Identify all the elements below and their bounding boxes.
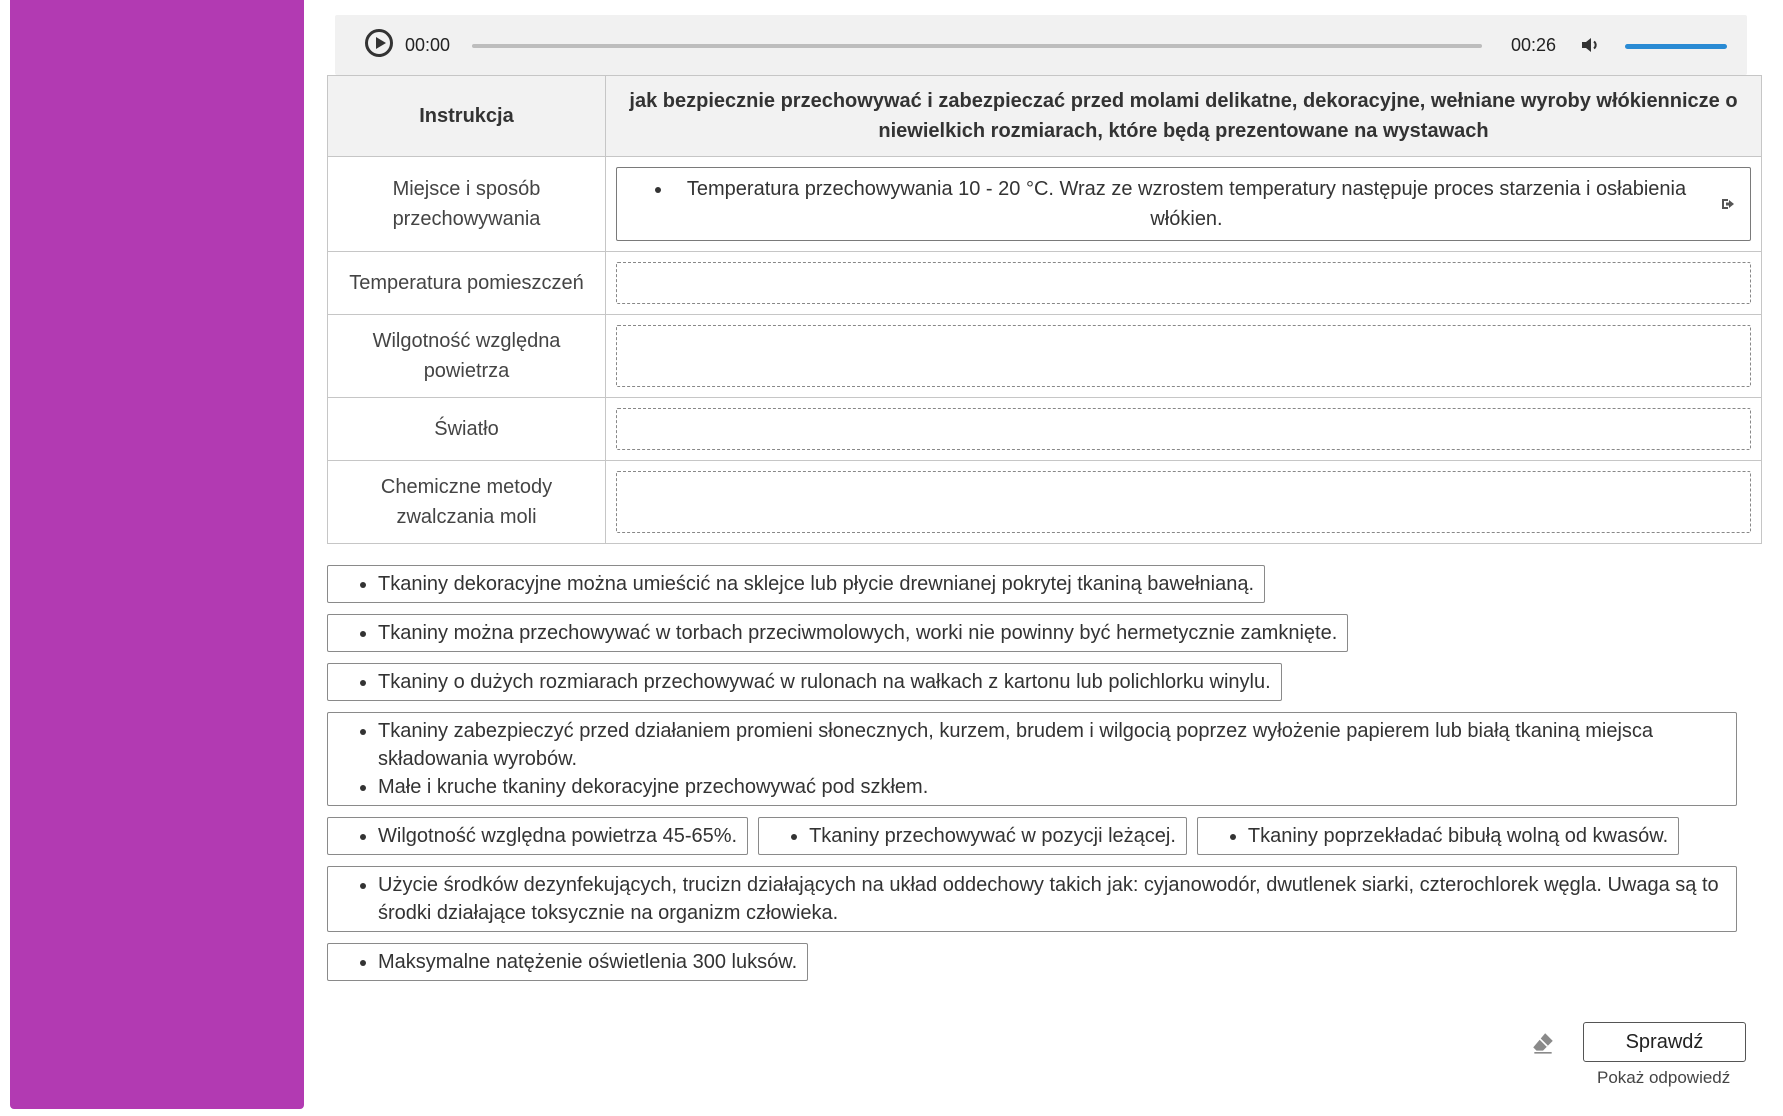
draggable-answer[interactable] xyxy=(758,817,1187,855)
answer-text: • Tkaniny o dużych rozmiarach przechowywać w rulonach na wałkach z kartonu lub polichlorku winylu. xyxy=(378,668,1271,696)
draggable-answer[interactable] xyxy=(327,943,808,981)
audio-player xyxy=(335,15,1747,75)
answer-bank xyxy=(327,565,1747,992)
answer-text: • Tkaniny zabezpieczyć przed działaniem promieni słonecznych, kurzem, brudem i wilgocią poprzez wyłożenie papierem lub białą tkaniną miejsca składowania wyrobów. xyxy=(378,717,1726,773)
row-label: Wilgotność względna powietrza xyxy=(328,315,606,398)
sidebar-panel xyxy=(10,0,304,1109)
current-time: 00:00 xyxy=(405,35,451,55)
drop-zone[interactable] xyxy=(616,471,1751,533)
draggable-answer[interactable] xyxy=(327,663,1282,701)
placed-answer[interactable]: • Temperatura przechowywania 10 - 20 °C. Wraz ze wzrostem temperatury następuje proces starzenia i osłabienia włókien. xyxy=(673,174,1700,234)
table-row xyxy=(328,461,1762,544)
duration: 00:26 xyxy=(1511,35,1557,55)
draggable-answer[interactable] xyxy=(1197,817,1679,855)
answer-text: • Małe i kruche tkaniny dekoracyjne przechowywać pod szkłem. xyxy=(378,773,1726,801)
draggable-answer[interactable] xyxy=(327,614,1348,652)
row-label: Temperatura pomieszczeń xyxy=(328,252,606,315)
answer-text: • Wilgotność względna powietrza 45-65%. xyxy=(378,822,737,850)
check-button[interactable]: Sprawdź xyxy=(1583,1022,1746,1062)
answer-text: • Tkaniny można przechowywać w torbach przeciwmolowych, worki nie powinny być hermetycznie zamknięte. xyxy=(378,619,1337,647)
answer-text: • Maksymalne natężenie oświetlenia 300 luksów. xyxy=(378,948,797,976)
drop-zone[interactable] xyxy=(616,167,1751,241)
table-header-row xyxy=(328,76,1762,157)
play-button[interactable] xyxy=(365,29,393,57)
instruction-table xyxy=(327,75,1762,544)
table-row xyxy=(328,315,1762,398)
drop-zone[interactable] xyxy=(616,262,1751,304)
draggable-answer[interactable] xyxy=(327,817,748,855)
move-out-icon[interactable] xyxy=(1720,196,1736,212)
table-row xyxy=(328,157,1762,252)
draggable-answer[interactable] xyxy=(327,866,1737,932)
audio-progress-track[interactable] xyxy=(472,44,1482,48)
answer-text: • Tkaniny dekoracyjne można umieścić na sklejce lub płycie drewnianej pokrytej tkaniną bawełnianą. xyxy=(378,570,1254,598)
draggable-answer[interactable] xyxy=(327,712,1737,806)
volume-slider[interactable] xyxy=(1625,44,1727,49)
header-title: jak bezpiecznie przechowywać i zabezpieczać przed molami delikatne, dekoracyjne, wełniane wyroby włókiennicze o niewielkich rozmiarach, które będą prezentowane na wystawach xyxy=(606,76,1762,157)
answer-text: • Użycie środków dezynfekujących, trucizn działających na układ oddechowy takich jak: cyjanowodór, dwutlenek siarki, czterochlorek węgla. Uwaga są to środki działające toksycznie na organizm człowieka. xyxy=(378,871,1726,927)
row-label: Światło xyxy=(328,398,606,461)
draggable-answer[interactable] xyxy=(327,565,1265,603)
table-row xyxy=(328,398,1762,461)
show-answer-link[interactable]: Pokaż odpowiedź xyxy=(1597,1068,1731,1087)
row-label: Miejsce i sposób przechowywania xyxy=(328,157,606,252)
table-row xyxy=(328,252,1762,315)
volume-icon[interactable] xyxy=(1578,33,1602,57)
drop-zone[interactable] xyxy=(616,325,1751,387)
header-label: Instrukcja xyxy=(328,76,606,157)
answer-text: • Tkaniny przechowywać w pozycji leżącej. xyxy=(809,822,1176,850)
answer-text: • Tkaniny poprzekładać bibułą wolną od kwasów. xyxy=(1248,822,1668,850)
row-label: Chemiczne metody zwalczania moli xyxy=(328,461,606,544)
drop-zone[interactable] xyxy=(616,408,1751,450)
eraser-icon[interactable] xyxy=(1530,1030,1556,1056)
volume-level xyxy=(1625,44,1727,49)
